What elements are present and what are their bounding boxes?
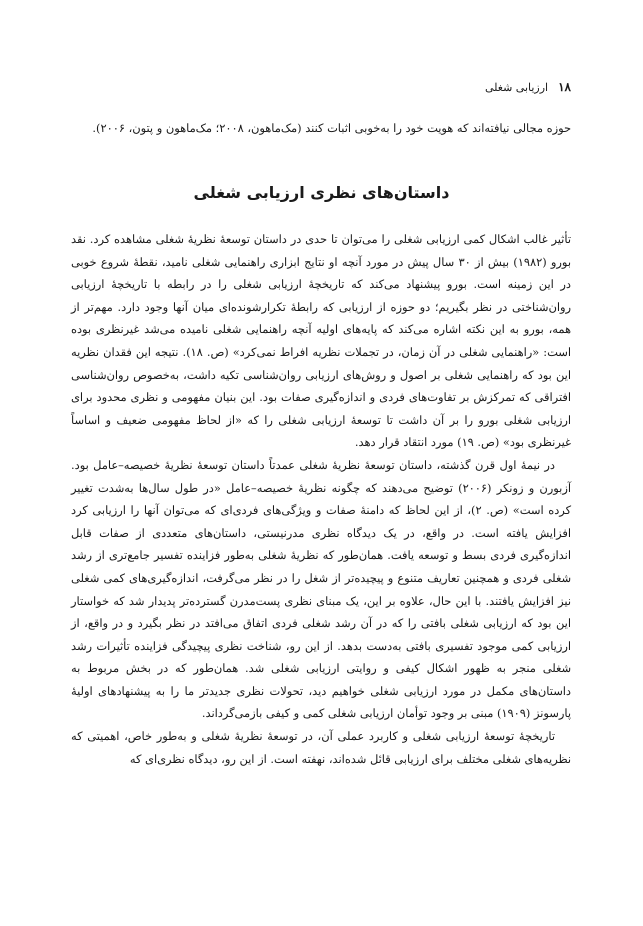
paragraph: تأثیر غالب اشکال کمی ارزیابی شغلی را می‌توان تا حدی در داستان توسعهٔ نظریهٔ شغلی مشاهده کرد. نقد بورو (۱۹۸۲) بیش از ۳۰ سال پیش در مورد آنچه او نتایج ابزاری راهنمایی شغلی نامید، نقطهٔ شروع خوبی در این زمینه است. بورو پیشنهاد می‌کند که تاریخچهٔ ارزیابی شغلی را در رابطه با تاریخچهٔ ارزیابی روان‌شناختی در نظر بگیریم؛ دو حوزه از ارزیابی که رابطهٔ تکرارشونده‌ای میان آنها وجود دارد. مهم‌تر از همه، بورو به این نکته اشاره می‌کند که پایه‌های اولیه آنچه راهنمایی شغلی نامیده می‌شد غیرنظری بوده است: «راهنمایی شغلی در آن زمان، در تجملات نظریه افراط نمی‌کرد» (ص. ۱۸). نتیجه این فقدان نظریه این بود که راهنمایی شغلی بر اصول و روش‌های ارزیابی روان‌شناسی تکیه داشت، به‌خصوص روان‌شناسی افتراقی که تمرکزش بر تفاوت‌های فردی و اندازه‌گیری صفات بود. این بنیان مفهومی و نظری محدود برای ارزیابی شغلی بورو را بر آن داشت تا توسعهٔ ارزیابی شغلی را که «از لحاظ مفهومی ضعیف و اساساً غیرنظری بود» (ص. ۱۹) مورد انتقاد قرار دهد. bbox=[71, 232, 571, 450]
paragraph: در نیمهٔ اول قرن گذشته، داستان توسعهٔ نظریهٔ شغلی عمدتاً داستان توسعهٔ نظریهٔ خصیصه–عامل بود. آزبورن و زونکر (۲۰۰۶) توضیح می‌دهند که چگونه نظریهٔ خصیصه–عامل «در طول سال‌ها به‌شدت تغییر کرده است» (ص. ۲)، از این لحاظ که دامنهٔ صفات و ویژگی‌های فردی‌ای که می‌توان آنها را ارزیابی کرد افزایش یافته است. در واقع، در یک دیدگاه نظری مدرنیستی، داستان‌های متعددی از صفات قابل اندازه‌گیری فردی بسط و توسعه یافت. همان‌طور که نظریهٔ شغلی به‌طور فزاینده تفسیر جامع‌تری از رشد شغلی فردی و همچنین تعاریف متنوع و پیچیده‌تر از شغل را در نظر می‌گرفت، اندازه‌گیری‌های کمی شغلی نیز افزایش یافتند. با این حال، علاوه بر این، یک مبنای نظری پست‌مدرن گسترده‌تر پدیدار شد که خواستار این بود که ارزیابی شغلی بافتی را که در آن رشد شغلی فردی اتفاق می‌افتد در نظر بگیرد و در واقع، از ارزیابی کمی موجود تفسیری بافتی به‌دست بدهد. از این رو، شناخت نظری پیچیدگی فزاینده تأثیرات رشد شغلی منجر به ظهور اشکال کیفی و روایتی ارزیابی شغلی شد. همان‌طور که در بخش مربوط به داستان‌های مکمل در مورد ارزیابی شغلی خواهیم دید، تحولات نظری جدیدتر ما را به پیشنهادهای اولیهٔ پارسونز (۱۹۰۹) مبنی بر وجود توأمان ارزیابی شغلی کمی و کیفی بازمی‌گرداند. bbox=[71, 457, 572, 721]
running-header bbox=[485, 80, 571, 94]
continued-paragraph: حوزه مجالی نیافته‌اند که هویت خود را به‌خوبی اثبات کنند (مک‌ماهون، ۲۰۰۸؛ مک‌ماهون و پتون، ۲۰۰۶). bbox=[92, 121, 571, 135]
section-body bbox=[71, 228, 571, 770]
section-title: داستان‌های نظری ارزیابی شغلی bbox=[193, 183, 450, 202]
page-number: ۱۸ bbox=[558, 80, 571, 94]
paragraph: تاریخچهٔ توسعهٔ ارزیابی شغلی و کاربرد عملی آن، در توسعهٔ نظریهٔ شغلی و به‌طور خاص، اهمیتی که نظریه‌های شغلی مختلف برای ارزیابی قائل شده‌اند، نهفته است. از این رو، دیدگاه نظری‌ای که bbox=[71, 729, 571, 766]
running-title: ارزیابی شغلی bbox=[484, 81, 549, 94]
